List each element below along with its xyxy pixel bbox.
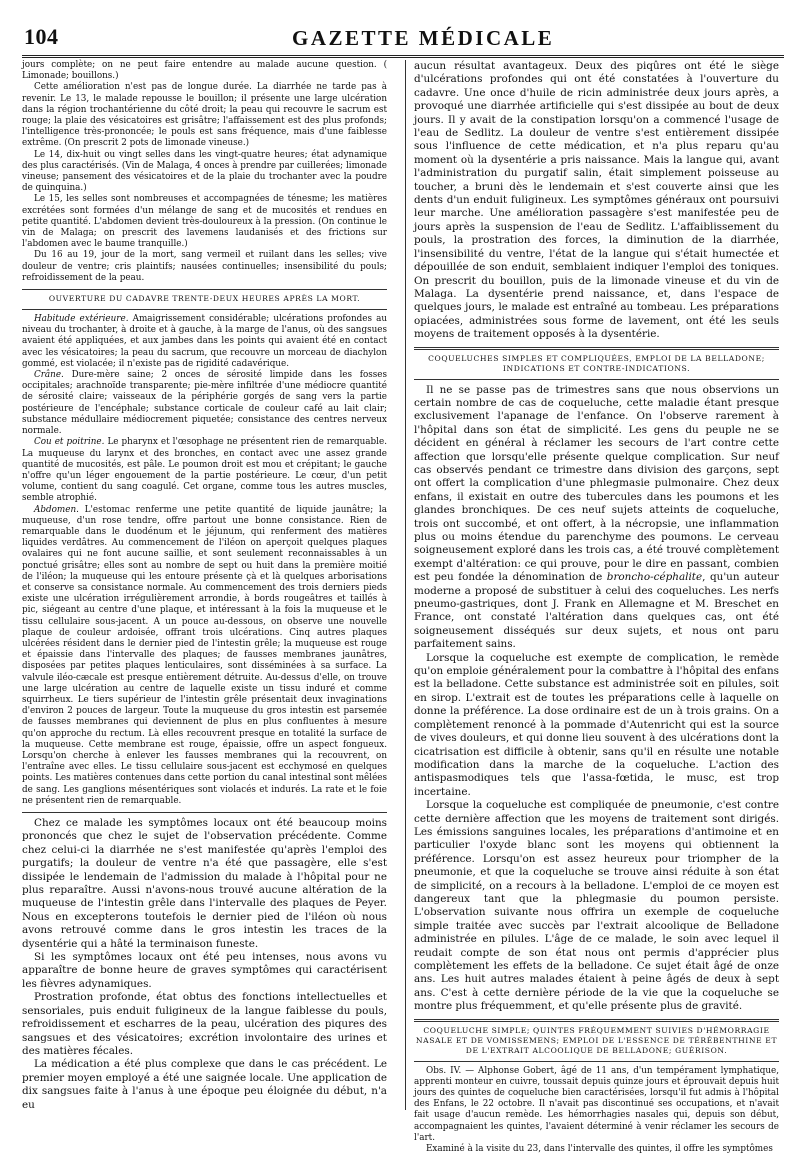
paragraph: Lorsque la coqueluche est compliquée de pneumonie, c'est contre cette dernière affection que les moyens de traitement sont dirigés. Les émissions sanguines locales, les préparations d'antimoine et en particulier l'oxyde blanc sont les moyens qui obtiennent la préférence. Lorsqu'on est assez heureux pour triompher de la pneumonie, et que la coqueluche se trouve ainsi réduite à son état de simplicité, on a recours à la belladone. L'emploi de ce moyen est dangereux tant que la phlegmasie du poumon persiste. L'observation suivante nous offrira un exemple de coqueluche simple traitée avec succès par l'extrait alcoolique de Belladone administrée en pilules. L'âge de ce malade, le soin avec lequel il reudait compte de son état nous ont permis d'apprécier plus complètement les effets de la belladone. Ce sujet était âgé de onze ans. Les huit autres malades étaient à peine âgés de deux à sept ans. C'est à cette dernière période de la vie que la coqueluche se montre plus fréquemment, et qu'elle présente plus de gravité.	[414, 799, 779, 1013]
paragraph-text: L'estomac renferme une petite quantité de liquide jaunâtre; la muqueuse, d'un rose tendre, offre partout une bonne consistance. Rien de remarquable dans le duodénum et le jéjunum, qui renferment des matières liquides verdâtres. Au commencement de l'iléon on aperçoit quelques plaques ovalaires qui ne font aucune saillie, et sont seulement reconnaissables à un ponctué grisâtre; elles sont au nombre de sept ou huit dans la première moitié de l'iléon; la muqueuse qui les entoure présente çà et là quelques arborisations et conserve sa consistance normale. Au commencement des trois derniers pieds existe une ulcération irrégulièrement arrondie, à bords rougeâtres et taillés à pic, siégeant au centre d'une plaque, et intéressant à la fois la muqueuse et le tissu cellulaire sous-jacent. A un pouce au-dessous, on observe une nouvelle plaque de couleur ardoisée, offrant trois ulcérations. Cinq autres plaques ulcérées résident dans le dernier pied de l'intestin grêle; la muqueuse est rouge et épaissie dans l'intervalle des plaques; de fausses membranes jaunâtres, disposées par petites plaques lenticulaires, sont disséminées à sa surface. La valvule iléo-cæcale est presque entièrement détruite. Au-dessus d'elle, on trouve une large ulcération au centre de laquelle existe un tissu induré et comme squirrheux. Le tiers supérieur de l'intestin grêle présentait deux invaginations d'environ 2 pouces de largeur. Toute la muqueuse du gros intestin est parsemée de fausses membranes qui deviennent de plus en plus confluentes à mesure qu'on approche du rectum. Là elles recouvrent presque en totalité la surface de la muqueuse. Cette membrane est rouge, épaissie, offre un aspect fongueux. Lorsqu'on cherche à enlever les fausses membranes qui la recouvrent, on l'entraîne avec elles. Le tissu cellulaire sous-jacent est ecchymosé en quelques points. Les matières contenues dans cette portion du canal intestinal sont mêlées de sang. Les ganglions mésentériques sont violacés et indurés. La rate et le foie ne présentent rien de remarquable.	[22, 504, 387, 806]
header-rule	[22, 55, 784, 58]
paragraph: Prostration profonde, état obtus des fonctions intellectuelles et sensoriales, puis enduit fuligineux de la langue faiblesse du pouls, refroidissement et escharres de la peau, ulcération des piqures des sangsues et des vésicatoires; excrétion involontaire des urines et des matières fécales.	[22, 991, 387, 1057]
subheading: Abdomen.	[34, 504, 79, 515]
paragraph: jours complète; on ne peut faire entendre au malade aucune question. ( Limonade; bouillons.)	[22, 60, 387, 82]
paragraph-text: Il ne se passe pas de trimestres sans que nous observions un certain nombre de cas de coqueluche, cette maladie étant presque exclusivement l'apanage de l'enfance. On l'observe rarement à l'hôpital dans son état de simplicité. Les gens du peuple ne se décident en général à réclamer les secours de l'art contre cette affection que lorsqu'elle présente quelque complication. Sur neuf cas observés pendant ce trimestre dans division des garçons, sept ont offert la complication d'une phlegmasie pulmonaire. Chez deux enfans, il existait en outre des tubercules dans les poumons et les glandes bronchiques. De ces neuf sujets atteints de coqueluche, trois ont succombé, et ont offert, à la nécropsie, une inflammation plus ou moins étendue du parenchyme des poumons. Le cerveau soigneusement exploré dans les trois cas, a été trouvé complètement exempt d'altération: ce qui prouve, pour le dire en passant, combien est peu fondée la dénomination de	[414, 383, 779, 584]
section-heading: COQUELUCHE SIMPLE; QUINTES FRÉQUEMMENT SUIVIES D'HÉMORRAGIE NASALE ET DE VOMISSEMENS; EMPLOI DE L'ESSENCE DE TÉRÉBENTHINE ET DE L'EXTRAIT ALCOOLIQUE DE BELLADONE; GUÉRISON.	[415, 1025, 778, 1055]
section-rule	[414, 347, 779, 350]
paragraph	[414, 384, 779, 652]
right-column	[414, 60, 780, 1155]
paragraph: Du 16 au 19, jour de la mort, sang vermeil et ruilant dans les selles; vive douleur de ventre; cris plaintifs; nausées continuelles; insensibilité du pouls; refroidissement de la peau.	[22, 250, 387, 283]
subheading: Cou et poitrine.	[34, 437, 105, 448]
paragraph: aucun résultat avantageux. Deux des piqûres ont été le siège d'ulcérations profondes qui ont été constatées à l'ouverture du cadavre. Une once d'huile de ricin administrée deux jours après, a provoqué une diarrhée artificielle qui s'est dissipée au bout de deux jours. Il y avait de la constipation lorsqu'on a commencé l'usage de l'eau de Sedlitz. La douleur de ventre s'est entièrement dissipée sous l'influence de cette médication, et n'a plus reparu qu'au moment où la dysentérie a pris naissance. Mais la langue qui, avant l'administration du purgatif salin, était simplement poisseuse au toucher, a bruni dès le lendemain et s'est couverte ainsi que les dents d'un enduit fuligineux. Les symptômes généraux ont poursuivi leur marche. Une amélioration passagère s'est manifestée peu de jours après la suspension de l'eau de Sedlitz. L'affaiblissement du pouls, la prostration des forces, la diminution de la diarrhée, l'insensibilité du ventre, l'état de la langue qui s'était humectée et dépouillée de son enduit, semblaient indiquer l'emploi des toniques. On prescrit du bouillon, puis de la limonade vineuse et du vin de Malaga. La dysentérie prend naissance, et, dans l'espace de quelques jours, le malade est entraîné au tombeau. Les préparations opiacées, administrées sous forme de lavement, ont été les seuls moyens de traitement opposés à la dysentérie.	[414, 60, 779, 341]
paragraph-text: Dure-mère saine; 2 onces de sérosité limpide dans les fosses occipitales; arachnoïde transparente; pie-mère infiltrée d'une médiocre quantité de sérosité claire; vaisseaux de la périphérie gorgés de sang vers la partie postérieure de l'encéphale; substance corticale de couleur café au lait clair; substance médullaire médiocrement piquetée; consistance des centres nerveux normale.	[22, 370, 387, 437]
paragraph: Examiné à la visite du 23, dans l'intervalle des quintes, il offre les symptômes	[426, 1144, 773, 1155]
section-rule	[414, 1019, 779, 1022]
italic-term: broncho-céphalite	[606, 571, 703, 584]
autopsy-paragraph	[22, 370, 387, 437]
section-rule	[22, 812, 387, 813]
section-rule	[22, 309, 387, 310]
section-rule	[414, 1061, 779, 1062]
subheading: Crâne.	[34, 370, 64, 381]
journal-title: GAZETTE MÉDICALE	[292, 26, 555, 50]
section-heading: OUVERTURE DU CADAVRE TRENTE-DEUX HEURES APRÈS LA MORT.	[48, 294, 361, 304]
paragraph: Chez ce malade les symptômes locaux ont été beaucoup moins prononcés que chez le sujet de l'observation précédente. Comme chez celui-ci la diarrhée ne s'est manifestée qu'après l'emploi des purgatifs; la douleur de ventre n'a été que passagère, elle s'est dissipée le lendemain de l'admission du malade à l'hôpital pour ne plus reparaître. Aussi n'avons-nous trouvé aucune altération de la muqueuse de l'intestin grêle dans l'intervalle des plaques de Peyer. Nous en excepterons toutefois le dernier pied de l'iléon où nous avons retrouvé comme dans le gros intestin les traces de la dysentérie qui a hâté la terminaison funeste.	[22, 817, 387, 950]
page-header	[22, 20, 782, 54]
page-number: 104	[24, 24, 59, 49]
autopsy-paragraph	[22, 437, 387, 504]
paragraph: La médication a été plus complexe que dans le cas précédent. Le premier moyen employé a été une saignée locale. Une application de dix sangsues faite à l'anus à une époque peu éloignée du début, n'a eu	[22, 1058, 387, 1111]
paragraph-text: Amaigrissement considérable; ulcérations profondes au niveau du trochanter, à droite et à gauche, à la marge de l'anus, où des sangsues avaient été appliquées, et aux jambes dans les points qui avaient été en contact avec les vésicatoires; la peau du sacrum, que recouvre un morceau de diachylon gommé, est violacée; il n'existe pas de rigidité cadavérique.	[22, 314, 388, 369]
paragraph-text: Le pharynx et l'œsophage ne présentent rien de remarquable. La muqueuse du larynx et des bronches, en contact avec une assez grande quantité de mucosités, est pâle. Le poumon droit est mou et crépitant; le gauche n'offre qu'un léger engouement de la partie postérieure. Le cœur, d'un petit volume, contient du sang coagulé. Cet organe, comme tous les autres muscles, semble atrophié.	[22, 437, 387, 504]
paragraph: Si les symptômes locaux ont été peu intenses, nous avons vu apparaître de bonne heure de graves symptômes qui caractérisent les fièvres adynamiques.	[22, 951, 387, 990]
section-rule	[414, 379, 779, 380]
column-divider	[405, 60, 406, 1110]
paragraph: Cette amélioration n'est pas de longue durée. La diarrhée ne tarde pas à revenir. Le 13, le malade repousse le bouillon; il présente une large ulcération dans la région trochantérienne du côté droit; la peau qui recouvre le sacrum est rouge; la plaie des vésicatoires est grisâtre; l'affaissement est des plus profonds; l'intelligence très-prononcée; le pouls est sans fréquence, mais d'une faiblesse extrême. (On prescrit 2 pots de limonade vineuse.)	[22, 82, 387, 149]
section-heading-line: INDICATIONS ET CONTRE-INDICATIONS.	[502, 363, 691, 373]
paragraph-text: , qu'un auteur moderne a proposé de substituer à celui des coqueluches. Les nerfs pneumo-gastriques, dont J. Frank en Allemagne et M. Breschet en France, ont constaté l'altération dans quelques cas, ont été soigneusement disséqués sur deux sujets, et nous ont paru parfaitement sains.	[414, 571, 779, 651]
paragraph: Lorsque la coqueluche est exempte de complication, le remède qu'on emploie généralement pour la combattre à l'hôpital des enfans est la belladone. Cette substance est administrée soit en pilules, soit en sirop. L'extrait est de toutes les préparations celle à laquelle on donne la préférence. La dose ordinaire est de un à trois grains. On a complètement renoncé à la pommade d'Autenricht qui est la source de vives douleurs, et qui donne lieu souvent à des ulcérations dont la cicatrisation est difficile à obtenir, sans qu'il en résulte une notable modification dans la marche de la coqueluche. L'action des antispasmodiques tels que l'assa-fœtida, le musc, est trop incertaine.	[414, 651, 779, 798]
paragraph: Le 14, dix-huit ou vingt selles dans les vingt-quatre heures; état adynamique des plus caractérisés. (Vin de Malaga, 4 onces à prendre par cuillerées; limonade vineuse; pansement des vésicatoires et de la plaie du trochanter avec la poudre de quinquina.)	[22, 149, 387, 194]
section-heading-line: COQUELUCHES SIMPLES ET COMPLIQUÉES, EMPLOI DE LA BELLADONE;	[428, 353, 765, 363]
section-heading	[414, 354, 779, 374]
subheading: Habitude extérieure.	[34, 314, 129, 325]
paragraph-text: — Alphonse Gobert, âgé de 11 ans, d'un tempérament lymphatique, apprenti monteur en cuivre, toussait depuis quinze jours et éprouvait depuis huit jours des quintes de coqueluche bien caractérisées, lorsqu'il fut admis à l'hôpital des Enfans, le 22 octobre. Il n'avait pas discontinué ses occupations, et n'avait fait usage d'aucun remède. Les hémorrhagies nasales qui, depuis son début, accompagnaient les quintes, l'avaient déterminé à venir réclamer les secours de l'art.	[414, 1065, 780, 1143]
left-column	[22, 60, 387, 1110]
section-rule	[22, 289, 387, 290]
paragraph: Le 15, les selles sont nombreuses et accompagnées de ténesme; les matières excrétées sont formées d'un mélange de sang et de mucosités et rendues en petite quantité. L'abdomen devient très-douloureux à la pression. (On continue le vin de Malaga; on prescrit des lavemens laudanisés et des frictions sur l'abdomen avec le baume tranquille.)	[22, 194, 387, 250]
observation-paragraph	[414, 1066, 779, 1144]
autopsy-paragraph	[22, 505, 387, 807]
observation-label: Obs. IV.	[426, 1065, 462, 1076]
autopsy-paragraph	[22, 314, 387, 370]
